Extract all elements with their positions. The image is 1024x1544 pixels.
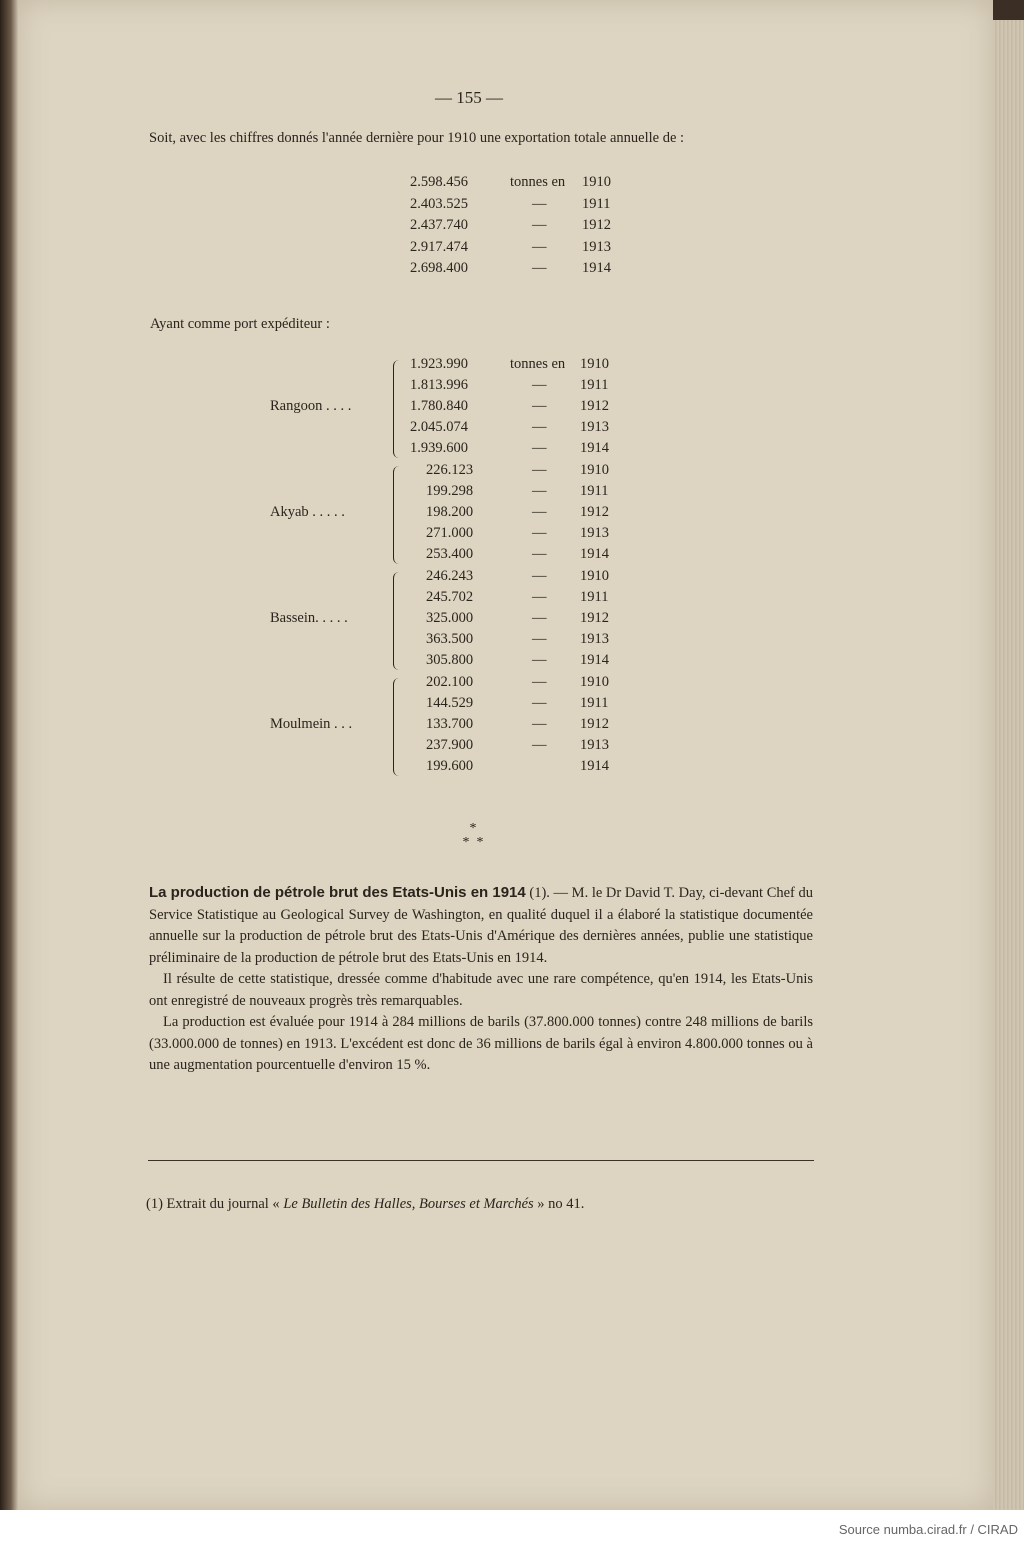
tonnage-value: 363.500 <box>426 631 474 647</box>
table-row <box>410 196 630 218</box>
table-row <box>410 356 630 377</box>
unit-label: — <box>532 217 547 233</box>
table-row <box>410 631 630 652</box>
tonnage-value: 245.702 <box>426 589 474 605</box>
year-label: 1910 <box>580 356 609 372</box>
footnote-suffix: » no 41. <box>537 1196 585 1212</box>
tonnage-value: 271.000 <box>426 525 474 541</box>
port-intro: Ayant comme port expéditeur : <box>150 316 330 332</box>
page-number: — 155 — <box>435 88 503 107</box>
table-row <box>410 652 630 673</box>
table-row <box>410 462 630 483</box>
tonnage-value: 2.045.074 <box>410 419 468 435</box>
brace <box>393 466 404 564</box>
tonnage-value: 1.813.996 <box>410 377 468 393</box>
table-row <box>410 398 630 419</box>
table-row <box>410 758 630 779</box>
tonnage-value: 226.123 <box>426 462 474 478</box>
unit-label: — <box>532 440 547 456</box>
port-group-akyab <box>270 462 630 568</box>
table-row <box>410 174 630 196</box>
table-row <box>410 483 630 504</box>
unit-label: — <box>532 716 547 732</box>
unit-label: — <box>532 652 547 668</box>
year-label: 1911 <box>580 589 609 605</box>
article-title: La production de pétrole brut des Etats-Unis en 1914 <box>149 884 526 901</box>
tonnage-value: 2.403.525 <box>410 195 468 212</box>
unit-label: — <box>532 610 547 626</box>
article-paragraph <box>149 882 813 969</box>
table-row <box>410 695 630 716</box>
year-label: 1914 <box>580 652 609 668</box>
tonnage-value: 237.900 <box>426 737 474 753</box>
tonnage-value: 325.000 <box>426 610 474 626</box>
article-text: — M. le Dr David T. Day, ci-devant Chef du Service Statistique au Geological Survey de Washington, en qualité duquel il a élaboré la statistique documentée annuelle sur la production de pétrole brut des Etats-Unis d'Amérique des dernières années, publie une statistique préliminaire de la production de pétrole brut des Etats-Unis en 1914. <box>149 885 814 966</box>
port-group-bassein <box>270 568 630 674</box>
tonnage-value: 144.529 <box>426 695 474 711</box>
article-paragraph: La production est évaluée pour 1914 à 284 millions de barils (37.800.000 tonnes) contre 248 millions de barils (33.000.000 de tonnes) en 1913. L'excédent est donc de 36 millions de barils égal à environ 4.800.000 tonnes ou à une augmentation pourcentuelle d'environ 15 %. <box>149 1014 813 1073</box>
unit-label: — <box>532 631 547 647</box>
tonnage-value: 199.600 <box>426 758 474 774</box>
article-paragraph: Il résulte de cette statistique, dressée comme d'habitude avec une rare compétence, qu'en 1914, les Etats-Unis ont enregistré de nouveaux progrès très remarquables. <box>149 971 813 1009</box>
unit-label: — <box>532 695 547 711</box>
brace <box>393 572 404 670</box>
unit-label: — <box>532 238 547 255</box>
footnote-ref: (1). <box>529 885 550 901</box>
table-row <box>410 419 630 440</box>
tonnage-value: 2.917.474 <box>410 238 468 255</box>
port-name: Akyab . . . . . <box>270 504 345 520</box>
table-row <box>410 568 630 589</box>
journal-title: Le Bulletin des Halles, Bourses et Marchés <box>283 1196 534 1212</box>
source-credit: Source numba.cirad.fr / CIRAD <box>838 1522 1018 1537</box>
year-label: 1913 <box>580 737 609 753</box>
intro-sentence: Soit, avec les chiffres donnés l'année dernière pour 1910 une exportation totale annuelle de : <box>149 130 685 146</box>
year-label: 1914 <box>580 758 609 774</box>
tonnage-value: 1.780.840 <box>410 398 468 414</box>
year-label: 1911 <box>580 695 609 711</box>
totals-table <box>410 174 630 282</box>
table-row <box>410 737 630 758</box>
year-label: 1911 <box>582 195 611 212</box>
year-label: 1914 <box>580 440 609 456</box>
table-row <box>410 217 630 239</box>
brace <box>393 678 404 776</box>
unit-label: — <box>532 737 547 753</box>
unit-label: — <box>532 398 547 414</box>
unit-label: — <box>532 462 547 478</box>
unit-label: — <box>532 589 547 605</box>
table-row <box>410 546 630 567</box>
year-label: 1913 <box>580 419 609 435</box>
year-label: 1910 <box>580 462 609 478</box>
year-label: 1912 <box>580 716 609 732</box>
page-stack-edge <box>993 20 1024 1510</box>
unit-label: — <box>532 377 547 393</box>
table-row <box>410 504 630 525</box>
table-row <box>410 674 630 695</box>
port-group-rangoon <box>270 356 630 462</box>
unit-label: — <box>532 504 547 520</box>
tonnage-value: 133.700 <box>426 716 474 732</box>
year-label: 1910 <box>580 568 609 584</box>
unit-label: — <box>532 674 547 690</box>
table-row <box>410 440 630 461</box>
year-label: 1910 <box>582 174 611 190</box>
tonnage-value: 2.437.740 <box>410 217 468 233</box>
footnote-prefix: (1) Extrait du journal « <box>146 1196 280 1212</box>
year-label: 1914 <box>582 260 611 276</box>
unit-label: tonnes en <box>510 356 566 372</box>
year-label: 1913 <box>580 525 609 541</box>
tonnage-value: 1.939.600 <box>410 440 468 456</box>
tonnage-value: 199.298 <box>426 483 474 499</box>
tonnage-value: 202.100 <box>426 674 474 690</box>
port-name: Moulmein . . . <box>270 716 353 732</box>
year-label: 1911 <box>580 377 609 393</box>
table-row <box>410 525 630 546</box>
unit-label: tonnes en <box>510 174 566 190</box>
unit-label: — <box>532 546 547 562</box>
unit-label: — <box>532 525 547 541</box>
year-label: 1912 <box>580 504 609 520</box>
table-row <box>410 610 630 631</box>
unit-label: — <box>532 483 547 499</box>
year-label: 1911 <box>580 483 609 499</box>
port-group-moulmein <box>270 674 630 780</box>
tonnage-value: 305.800 <box>426 652 474 668</box>
brace <box>393 360 404 458</box>
table-row <box>410 589 630 610</box>
tonnage-value: 2.698.400 <box>410 260 468 276</box>
table-row <box>410 716 630 737</box>
binding-edge <box>0 0 18 1510</box>
year-label: 1910 <box>580 674 609 690</box>
year-label: 1913 <box>582 238 611 255</box>
table-row <box>410 377 630 398</box>
table-row <box>410 239 630 261</box>
tonnage-value: 198.200 <box>426 504 474 520</box>
year-label: 1912 <box>580 398 609 414</box>
unit-label: — <box>532 568 547 584</box>
footnote-rule <box>148 1160 814 1161</box>
year-label: 1914 <box>580 546 609 562</box>
tonnage-value: 246.243 <box>426 568 474 584</box>
unit-label: — <box>532 260 547 276</box>
table-row <box>410 260 630 282</box>
year-label: 1912 <box>582 217 611 233</box>
port-name: Bassein. . . . . <box>270 610 348 626</box>
port-name: Rangoon . . . . <box>270 398 352 414</box>
tonnage-value: 253.400 <box>426 546 474 562</box>
footnote <box>146 1196 584 1213</box>
article <box>149 882 813 1077</box>
year-label: 1912 <box>580 610 609 626</box>
tonnage-value: 1.923.990 <box>410 356 468 372</box>
unit-label: — <box>532 195 547 212</box>
asterism: * * * <box>462 821 484 850</box>
unit-label: — <box>532 419 547 435</box>
year-label: 1913 <box>580 631 609 647</box>
tonnage-value: 2.598.456 <box>410 174 468 190</box>
